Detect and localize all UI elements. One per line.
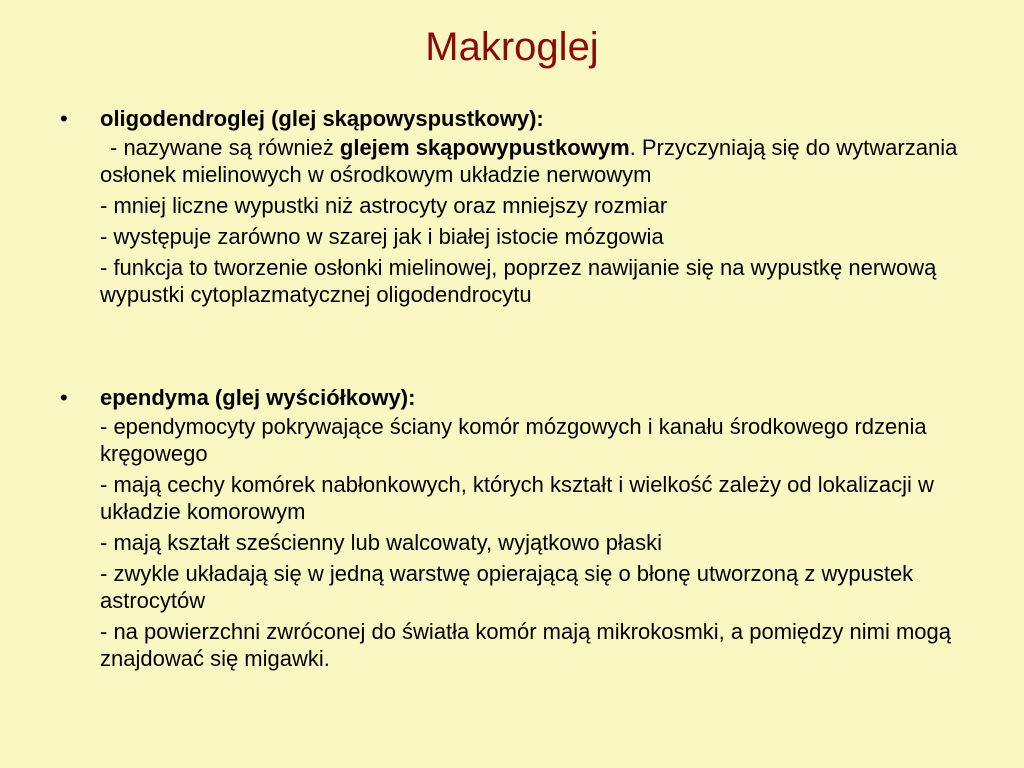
item-text-suffix: . Przyczyniają się do wytwarzania osłonek mielinowych w ośrodkowym układzie nerwowym [100, 135, 958, 187]
list-item: - funkcja to tworzenie osłonki mielinowej, poprzez nawijanie się na wypustkę nerwową wypustki cytoplazmatycznej oligodendrocytu [100, 255, 937, 307]
list-item: - na powierzchni zwróconej do światła komór mają mikrokosmki, a pomiędzy nimi mogą znajdować się migawki. [100, 619, 951, 671]
bullet-point: • [60, 385, 68, 410]
list-item: - występuje zarówno w szarej jak i białej istocie mózgowia [100, 224, 664, 249]
list-item: - zwykle układają się w jedną warstwę opierającą się o błonę utworzoną z wypustek astrocytów [100, 561, 914, 613]
section-heading: ependyma (glej wyściółkowy): [100, 385, 416, 410]
section-ependyma [0, 383, 1024, 672]
slide-title: Makroglej [425, 25, 599, 69]
bullet-point: • [60, 106, 68, 131]
list-item: - mają cechy komórek nabłonkowych, których kształt i wielkość zależy od lokalizacji w układzie komorowym [100, 472, 934, 524]
section-oligodendroglej [0, 104, 1024, 308]
bullet-row [0, 383, 1024, 413]
list-item: - mniej liczne wypustki niż astrocyty oraz mniejszy rozmiar [100, 193, 668, 218]
section-heading: oligodendroglej (glej skąpowyspustkowy): [100, 106, 544, 131]
item-text-prefix: - nazywane są również [110, 135, 340, 160]
list-item [100, 134, 960, 188]
list-item: - ependymocyty pokrywające ściany komór mózgowych i kanału środkowego rdzenia kręgowego [100, 414, 927, 466]
list-item: - mają kształt sześcienny lub walcowaty, wyjątkowo płaski [100, 530, 663, 555]
item-text-bold: glejem skąpowypustkowym [339, 135, 630, 160]
bullet-row [0, 104, 1024, 134]
